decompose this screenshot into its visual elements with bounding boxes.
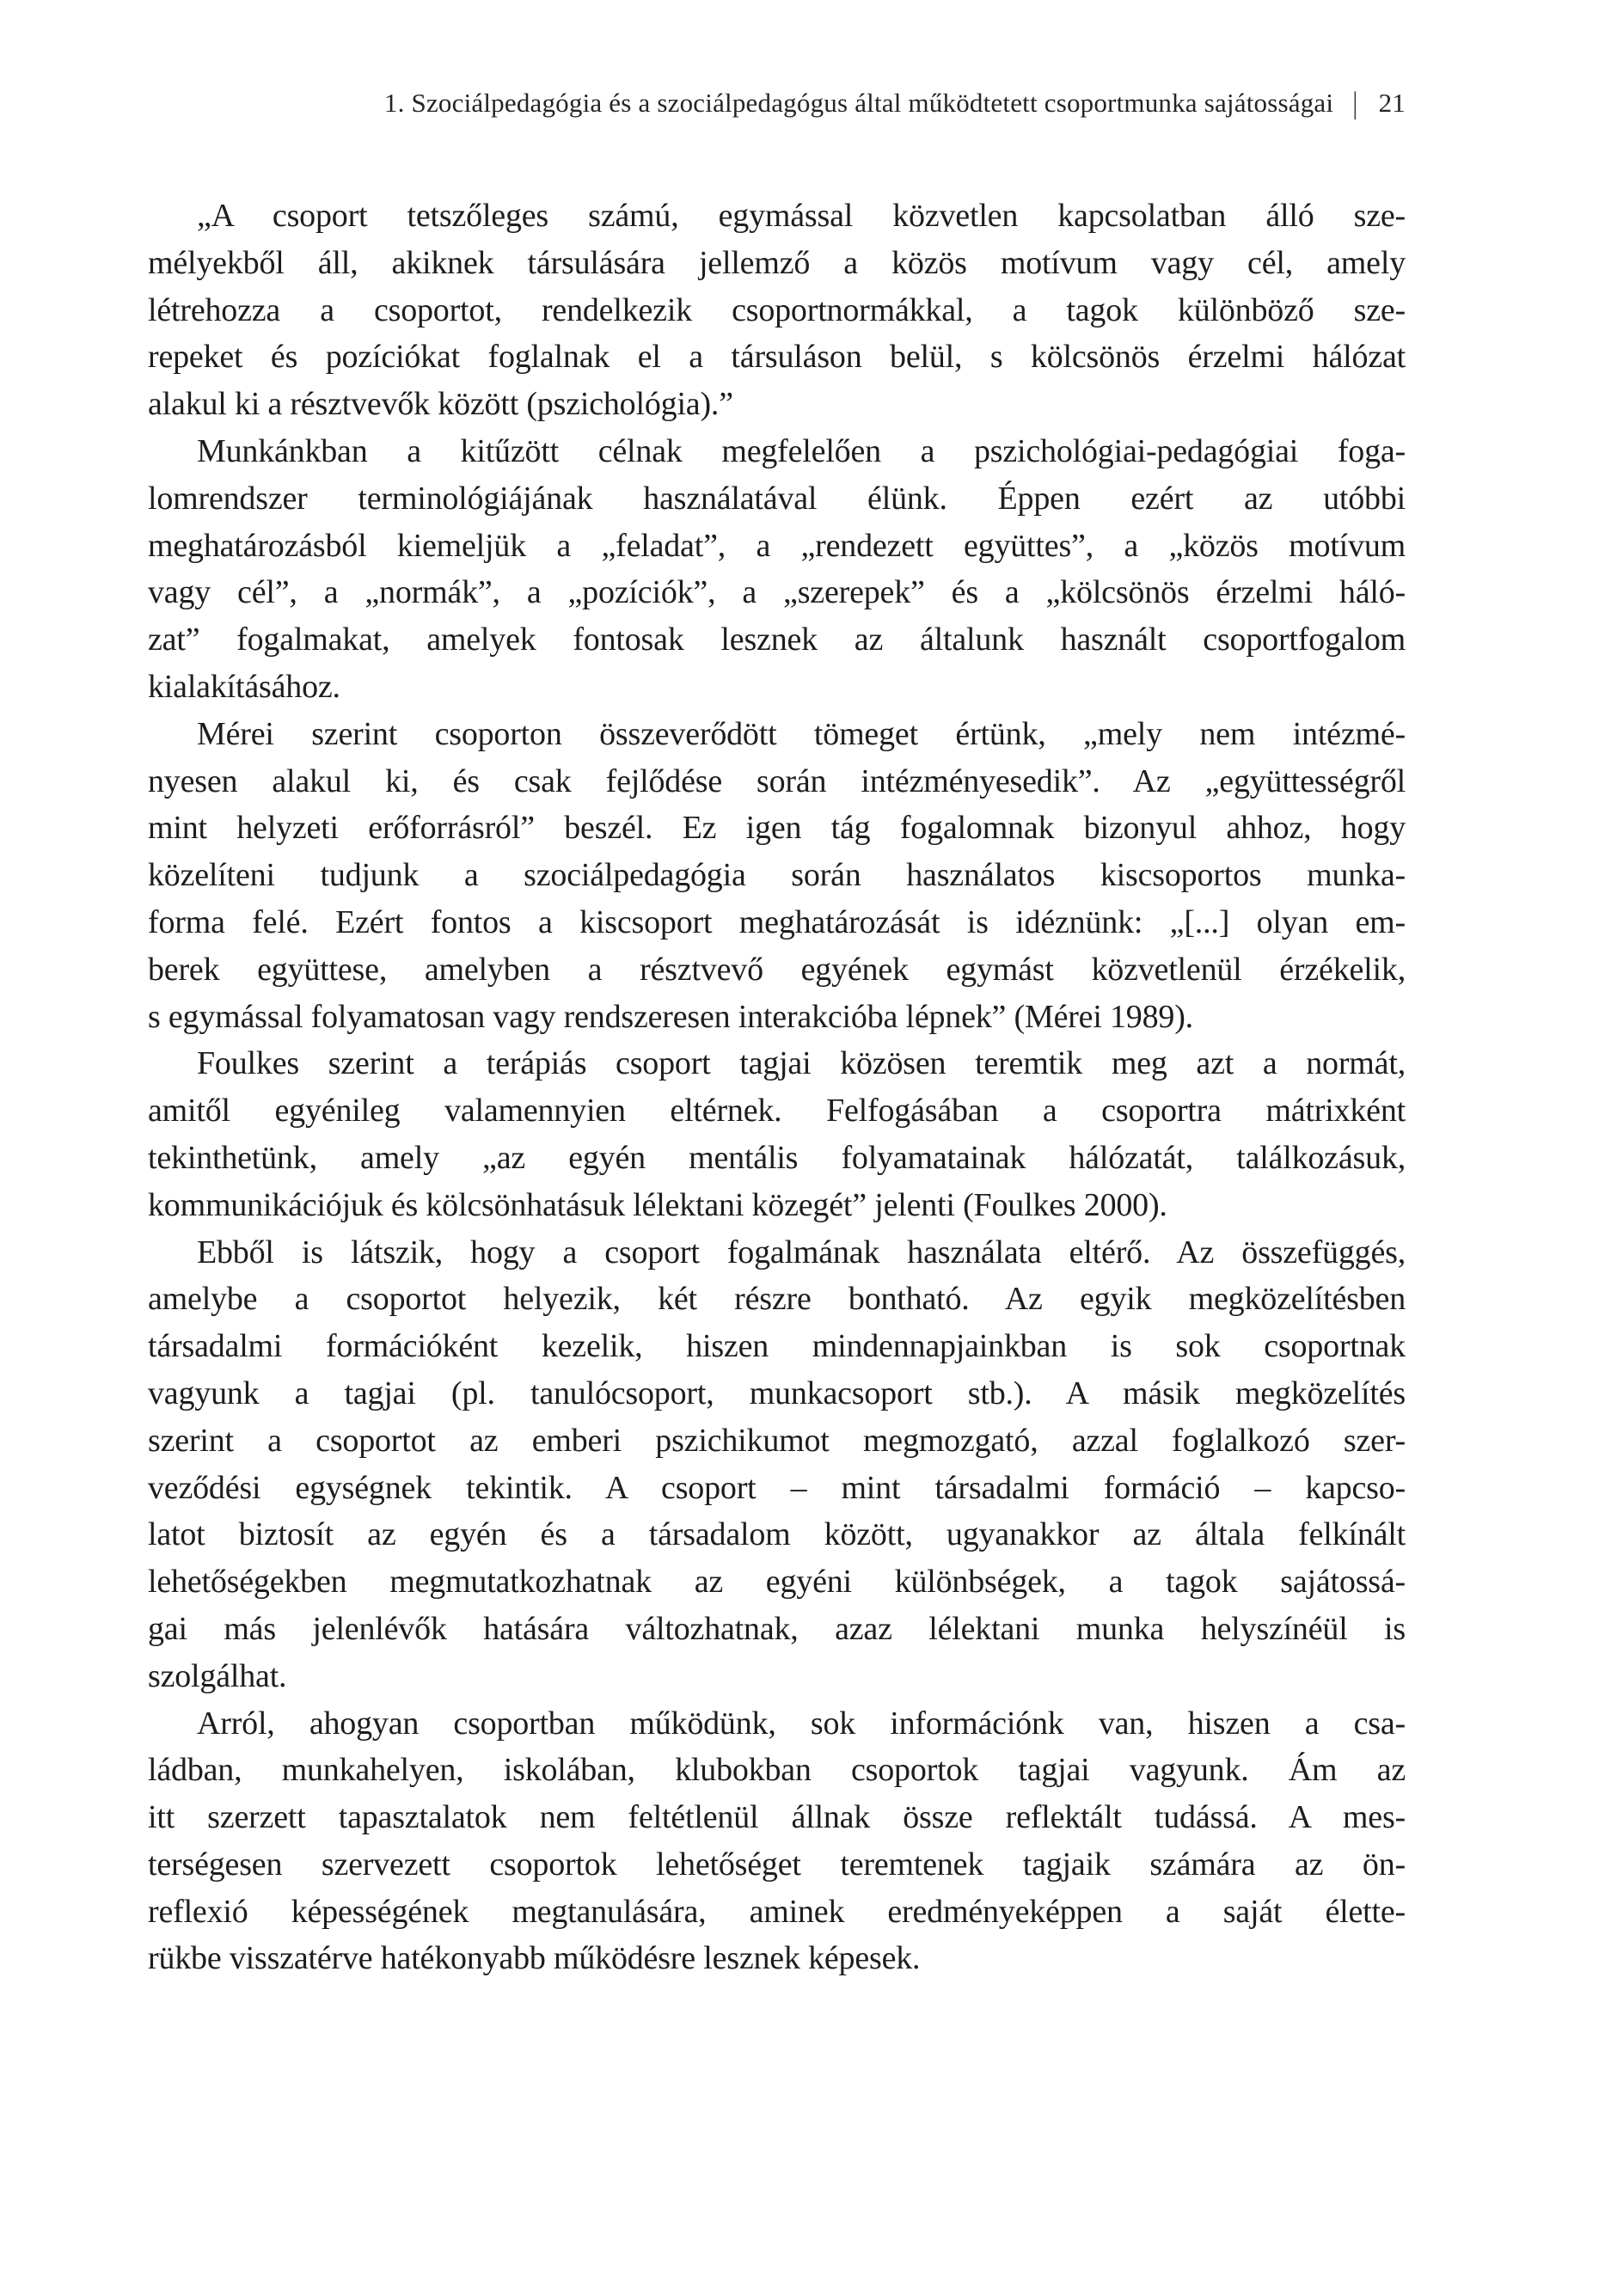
text-line: tekinthetünk, amely „az egyén mentális folyamatainak hálózatát, találkozásuk, — [148, 1139, 1406, 1176]
text-line: amitől egyénileg valamennyien eltérnek. Felfogásában a csoportra mátrixként — [148, 1093, 1406, 1130]
text-line: terségesen szervezett csoportok lehetőséget teremtenek tagjaik számára az ön- — [148, 1846, 1406, 1883]
paragraph — [148, 1229, 1406, 1700]
text-line: mint helyzeti erőforrásról” beszél. Ez igen tág fogalomnak bizonyul ahhoz, hogy — [148, 810, 1406, 847]
text-line: latot biztosít az egyén és a társadalom között, ugyanakkor az általa felkínált — [148, 1516, 1406, 1553]
text-line: mélyekből áll, akiknek társulására jellemző a közös motívum vagy cél, amely — [148, 244, 1406, 281]
header-separator: | — [1352, 85, 1358, 120]
text-line: kommunikációjuk és kölcsönhatásuk lélektani közegét” jelenti (Foulkes 2000). — [148, 1186, 1167, 1223]
text-line: közelíteni tudjunk a szociálpedagógia során használatos kiscsoportos munka- — [148, 857, 1406, 894]
page-number: 21 — [1378, 88, 1406, 118]
text-line: Arról, ahogyan csoportban működünk, sok információnk van, hiszen a csa- — [197, 1705, 1406, 1742]
text-line: szerint a csoportot az emberi pszichikumot megmozgató, azzal foglalkozó szer- — [148, 1422, 1406, 1459]
text-line: ládban, munkahelyen, iskolában, klubokban csoportok tagjai vagyunk. Ám az — [148, 1752, 1406, 1789]
paragraph — [148, 1040, 1406, 1228]
text-line: kialakításához. — [148, 668, 340, 705]
text-line: rükbe visszatérve hatékonyabb működésre lesznek képesek. — [148, 1940, 921, 1977]
text-line: repeket és pozíciókat foglalnak el a társuláson belül, s kölcsönös érzelmi hálózat — [148, 339, 1406, 376]
body-text — [148, 193, 1406, 1982]
paragraph — [148, 428, 1406, 711]
text-line: Mérei szerint csoporton összeverődött tömeget értünk, „mely nem intézmé- — [197, 715, 1406, 752]
text-line: nyesen alakul ki, és csak fejlődése során intézményesedik”. Az „együttességről — [148, 762, 1406, 799]
text-line: forma felé. Ezért fontos a kiscsoport meghatározását is idéznünk: „[...] olyan em- — [148, 903, 1406, 940]
text-line: vagyunk a tagjai (pl. tanulócsoport, munkacsoport stb.). A másik megközelítés — [148, 1375, 1406, 1411]
text-line: itt szerzett tapasztalatok nem feltétlenül állnak össze reflektált tudássá. A mes- — [148, 1799, 1406, 1836]
page-header — [384, 84, 1406, 122]
text-line: „A csoport tetszőleges számú, egymással közvetlen kapcsolatban álló sze- — [197, 198, 1406, 234]
paragraph — [148, 711, 1406, 1041]
text-line: alakul ki a résztvevők között (pszichológia).” — [148, 386, 733, 423]
text-line: Ebből is látszik, hogy a csoport fogalmának használata eltérő. Az összefüggés, — [197, 1234, 1406, 1270]
text-line: amelybe a csoportot helyezik, két részre bontható. Az egyik megközelítésben — [148, 1281, 1406, 1318]
paragraph — [148, 1700, 1406, 1983]
text-line: meghatározásból kiemeljük a „feladat”, a „rendezett együttes”, a „közös motívum — [148, 527, 1406, 564]
paragraph — [148, 193, 1406, 428]
text-line: zat” fogalmakat, amelyek fontosak lesznek az általunk használt csoportfogalom — [148, 621, 1406, 658]
text-line: lehetőségekben megmutatkozhatnak az egyéni különbségek, a tagok sajátossá- — [148, 1564, 1406, 1601]
text-line: szolgálhat. — [148, 1657, 287, 1694]
text-line: veződési egységnek tekintik. A csoport – mint társadalmi formáció – kapcso- — [148, 1469, 1406, 1506]
text-line: berek együttese, amelyben a résztvevő egyének egymást közvetlenül érzékelik, — [148, 951, 1406, 988]
text-line: társadalmi formációként kezelik, hiszen mindennapjainkban is sok csoportnak — [148, 1328, 1406, 1365]
text-line: reflexió képességének megtanulására, aminek eredményeképpen a saját élette- — [148, 1893, 1406, 1930]
text-line: gai más jelenlévők hatására változhatnak, azaz lélektani munka helyszínéül is — [148, 1610, 1406, 1647]
text-line: Foulkes szerint a terápiás csoport tagjai közösen teremtik meg azt a normát, — [197, 1045, 1406, 1082]
text-line: Munkánkban a kitűzött célnak megfelelően a pszichológiai-pedagógiai foga- — [197, 432, 1406, 469]
text-line: lomrendszer terminológiájának használatával élünk. Éppen ezért az utóbbi — [148, 480, 1406, 517]
text-line: s egymással folyamatosan vagy rendszeresen interakcióba lépnek” (Mérei 1989). — [148, 998, 1193, 1035]
text-line: létrehozza a csoportot, rendelkezik csoportnormákkal, a tagok különböző sze- — [148, 291, 1406, 328]
chapter-title: 1. Szociálpedagógia és a szociálpedagógus által működtetett csoportmunka sajátosságai — [383, 88, 1334, 118]
text-line: vagy cél”, a „normák”, a „pozíciók”, a „szerepek” és a „kölcsönös érzelmi háló- — [148, 574, 1406, 611]
